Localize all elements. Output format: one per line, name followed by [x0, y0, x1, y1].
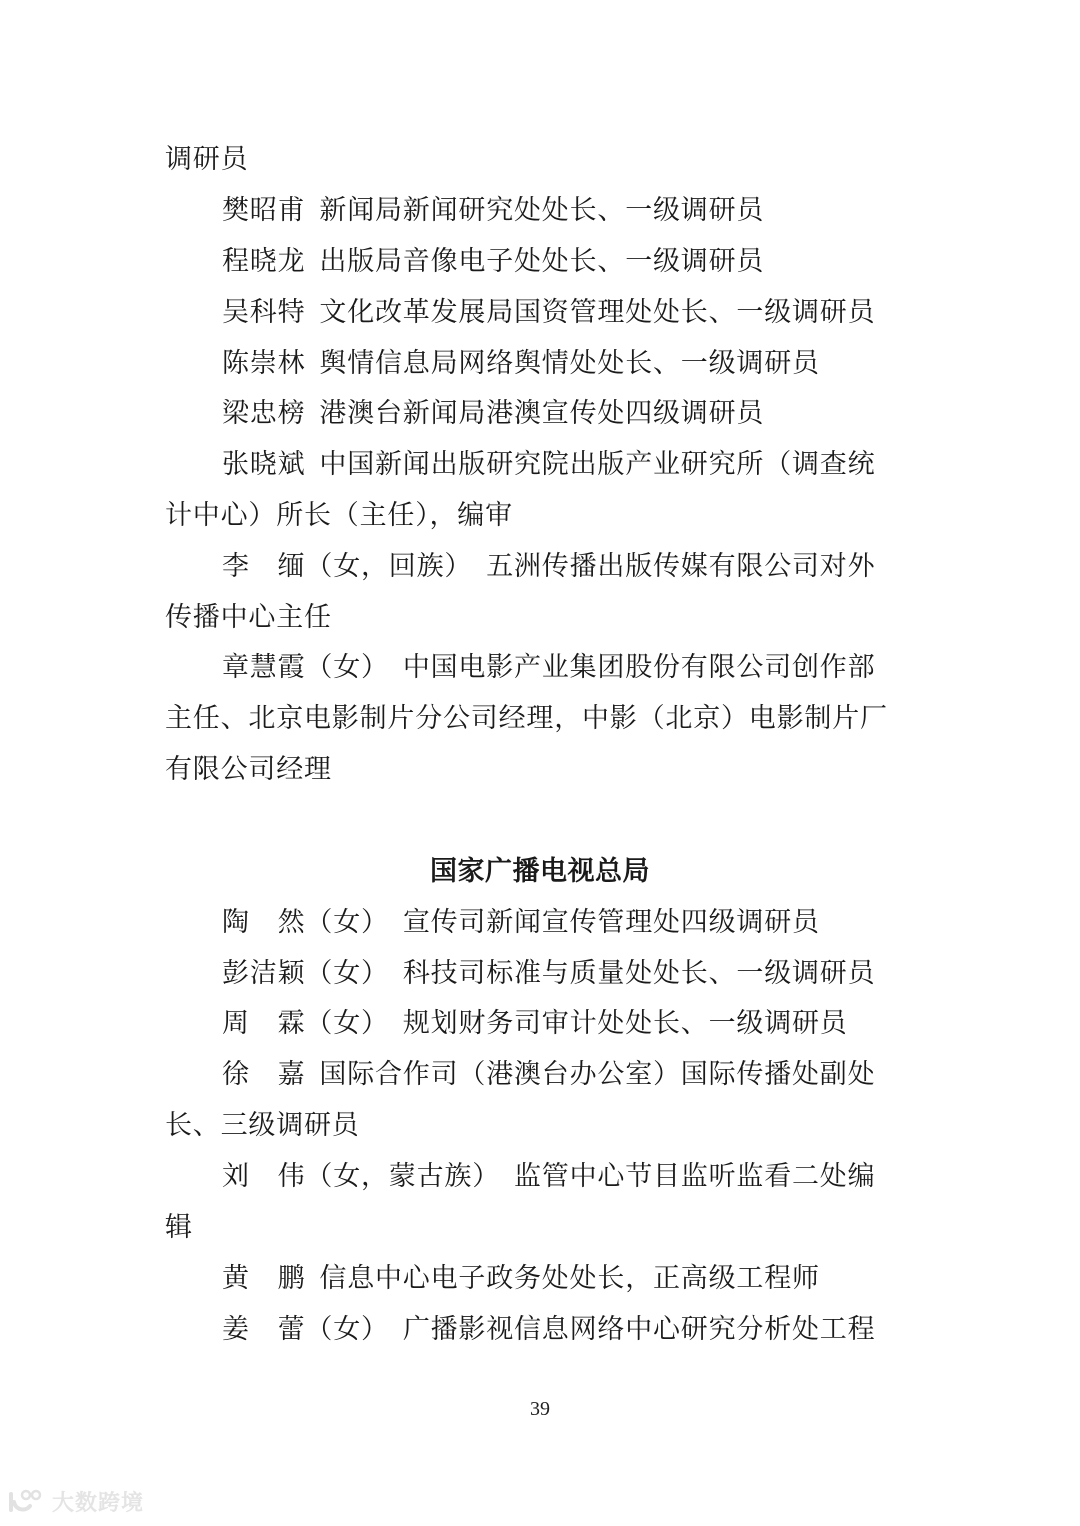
text-line-continuation: [165, 701, 917, 737]
person-name: 陈崇林: [222, 348, 306, 379]
person-name: 吴科特: [222, 297, 306, 328]
line-text: 主任、北京电影制片分公司经理，中影（北京）电影制片厂: [165, 703, 888, 734]
position-text: 科技司标准与质量处处长、一级调研员: [402, 958, 876, 989]
text-line-continuation: [165, 1108, 917, 1144]
position-text: 港澳台新闻局港澳宣传处四级调研员: [319, 398, 765, 429]
text-line-continuation: [165, 752, 917, 788]
person-name: 彭洁颖（女）: [222, 958, 389, 989]
personnel-entry: [222, 1006, 917, 1042]
personnel-entry: [222, 295, 917, 331]
person-name: 陶 然（女）: [222, 907, 389, 938]
position-text: 出版局音像电子处处长、一级调研员: [319, 246, 765, 277]
personnel-entry: [222, 1312, 917, 1348]
position-text: 监管中心节目监听监看二处编: [514, 1161, 876, 1192]
person-name: 程晓龙: [222, 246, 306, 277]
text-line-continuation: [165, 142, 917, 178]
text-line-continuation: [165, 1210, 917, 1246]
position-text: 中国电影产业集团股份有限公司创作部: [402, 652, 876, 683]
personnel-entry: [222, 1261, 917, 1297]
line-text: 调研员: [165, 144, 249, 175]
watermark-text: 大数跨境: [52, 1491, 145, 1516]
person-name: 徐 嘉: [222, 1059, 306, 1090]
person-name: 樊昭甫: [222, 195, 306, 226]
personnel-entry: [222, 956, 917, 992]
100-logo-icon: [8, 1488, 46, 1516]
position-text: 新闻局新闻研究处处长、一级调研员: [319, 195, 765, 226]
position-text: 宣传司新闻宣传管理处四级调研员: [402, 907, 820, 938]
person-name: 黄 鹏: [222, 1263, 306, 1294]
personnel-entry: [222, 193, 917, 229]
person-name: 刘 伟（女，蒙古族）: [222, 1161, 500, 1192]
text-line-continuation: [165, 600, 917, 636]
position-text: 广播影视信息网络中心研究分析处工程: [402, 1314, 876, 1345]
position-text: 文化改革发展局国资管理处处长、一级调研员: [319, 297, 876, 328]
line-text: 有限公司经理: [165, 754, 332, 785]
person-name: 章慧霞（女）: [222, 652, 389, 683]
personnel-entry: [222, 1057, 917, 1093]
section-heading: 国家广播电视总局: [430, 856, 650, 887]
position-text: 中国新闻出版研究院出版产业研究所（调查统: [319, 449, 876, 480]
page-number: 39: [530, 1398, 550, 1420]
position-text: 五洲传播出版传媒有限公司对外: [486, 551, 876, 582]
personnel-entry: [222, 905, 917, 941]
person-name: 梁忠榜: [222, 398, 306, 429]
position-text: 舆情信息局网络舆情处处长、一级调研员: [319, 348, 820, 379]
line-text: 计中心）所长（主任），编审: [165, 500, 513, 531]
line-text: 辑: [165, 1212, 193, 1243]
personnel-entry: [222, 447, 917, 483]
person-name: 周 霖（女）: [222, 1008, 389, 1039]
watermark: [8, 1486, 144, 1517]
personnel-entry: [222, 396, 917, 432]
personnel-entry: [222, 549, 917, 585]
line-text: 传播中心主任: [165, 602, 332, 633]
line-text: 长、三级调研员: [165, 1110, 360, 1141]
person-name: 李 缅（女，回族）: [222, 551, 473, 582]
person-name: 姜 蕾（女）: [222, 1314, 389, 1345]
personnel-entry: [222, 346, 917, 382]
position-text: 国际合作司（港澳台办公室）国际传播处副处: [319, 1059, 876, 1090]
text-line-continuation: [165, 498, 917, 534]
person-name: 张晓斌: [222, 449, 306, 480]
position-text: 规划财务司审计处处长、一级调研员: [402, 1008, 848, 1039]
position-text: 信息中心电子政务处处长，正高级工程师: [319, 1263, 820, 1294]
personnel-entry: [222, 244, 917, 280]
personnel-entry: [222, 1159, 917, 1195]
personnel-entry: [222, 650, 917, 686]
